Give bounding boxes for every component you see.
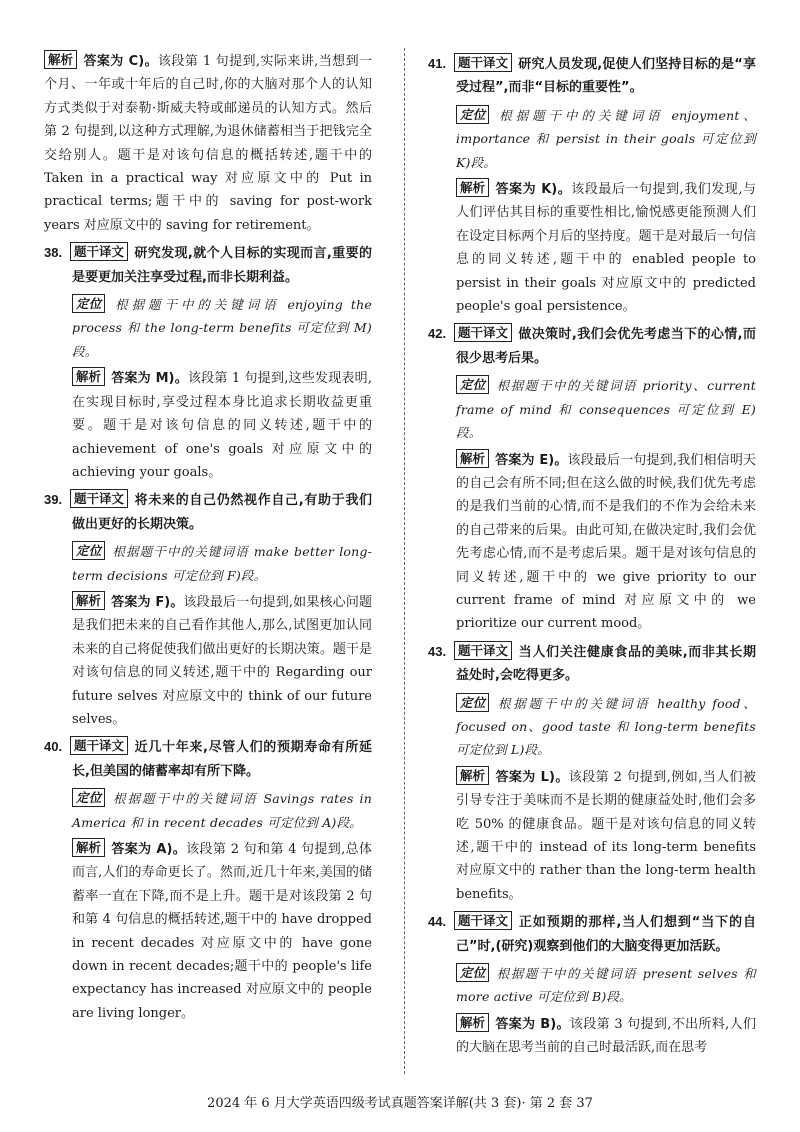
question-41: 41. 题干译文 研究人员发现,促使人们坚持目标的是“享受过程”,而非“目标的重要性”。 定位 根据题干中的关键词语 enjoyment、importance 和 persist in their goals 可定位到 K)段。 解析 答案为 K)。该段最后一句提到,我们发现,与人们评估其目标的重要性相比,愉悦感更能预测人们在设定目标两个月后的坚持度。题干是对最后一句信息的同义转述,题干中的 enabled people to persist in their goals 对应原文中的 predicted people's goal persistence。 [428,55,756,315]
analysis-37: 解析 答案为 C)。该段第 1 句提到,实际来讲,当想到一个月、一年或十年后的自己时,你的大脑对那个人的认知方式类似于对泰勒·斯威夫特或邮递员的认知方式。然后第 2 句提到,以这种方式理解,为退休储蓄相当于把钱完全交给别人。题干是对该句信息的概括转述,题干中的 Taken in a practical way 对应原文中的 Put in practical terms;题干中的 saving for post-work years 对应原文中的 saving for retirement。 [44,52,372,233]
left-column [44,50,372,1029]
question-43: 43. 题干译文 当人们关注健康食品的美味,而非其长期益处时,会吃得更多。 定位 根据题干中的关键词语 healthy food、focused on、good taste 和 long-term benefits 可定位到 L)段。 解析 答案为 L)。该段第 2 句提到,例如,当人们被引导专注于美味而不是长期的健康益处时,他们会多吃 50% 的健康食品。题干是对该句信息的同义转述,题干中的 instead of its long-term benefits 对应原文中的 rather than the long-term health benefits。 [428,642,756,902]
question-42: 42. 题干译文 做决策时,我们会优先考虑当下的心情,而很少思考后果。 定位 根据题干中的关键词语 priority、current frame of mind 和 consequences 可定位到 E)段。 解析 答案为 E)。该段最后一句提到,我们相信明天的自己会有所不同;但在这么做的时候,我们优先考虑的是我们当前的心情,而不是我们的不作为会给未来的自己带来的后果。由此可知,在做决定时,我们会优先考虑心情,而不是考虑后果。题干是对该句信息的同义转述,题干中的 we give priority to our current frame of mind 对应原文中的 we prioritize our current mood。 [428,325,756,632]
question-39: 39. 题干译文 将未来的自己仍然视作自己,有助于我们做出更好的长期决策。 定位 根据题干中的关键词语 make better long-term decisions 可定位到 F)段。 解析 答案为 F)。该段最后一句提到,如果核心问题是我们把未来的自己看作其他人,那么,试图更加认同未来的自己将促使我们做出更好的长期决策。题干是对该句信息的同义转述,题干中的 Regarding our future selves 对应原文中的 think of our future selves。 [44,491,372,727]
right-column [428,50,756,1064]
column-divider [404,48,405,1074]
question-44: 44. 题干译文 正如预期的那样,当人们想到“当下的自己”时,(研究)观察到他们的大脑变得更加活跃。 定位 根据题干中的关键词语 present selves 和 more active 可定位到 B)段。 解析 答案为 B)。该段第 3 句提到,不出所料,人们的大脑在思考当前的自己时最活跃,而在思考 [428,913,756,1056]
analysis-tag: 解析 [44,50,77,69]
question-38: 38. 题干译文 研究发现,就个人目标的实现而言,重要的是要更加关注享受过程,而非长期利益。 定位 根据题干中的关键词语 enjoying the process 和 the long-term benefits 可定位到 M)段。 解析 答案为 M)。该段第 1 句提到,这些发现表明,在实现目标时,享受过程本身比追求长期收益更重要。题干是对该句信息的同义转述,题干中的 achievement of one's goals 对应原文中的 achieving your goals。 [44,244,372,480]
question-40: 40. 题干译文 近几十年来,尽管人们的预期寿命有所延长,但美国的储蓄率却有所下降。 定位 根据题干中的关键词语 Savings rates in America 和 in recent decades 可定位到 A)段。 解析 答案为 A)。该段第 2 句和第 4 句提到,总体而言,人们的寿命更长了。然而,近几十年来,美国的储蓄率一直在下降,而不是上升。题干是对该段第 2 句和第 4 句信息的概括转述,题干中的 have dropped in recent decades 对应原文中的 have gone down in recent decades;题干中的 people's life expectancy has increased 对应原文中的 people are living longer。 [44,738,372,1021]
page-footer: 2024 年 6 月大学英语四级考试真题答案详解(共 3 套)· 第 2 套 37 [207,1096,593,1111]
